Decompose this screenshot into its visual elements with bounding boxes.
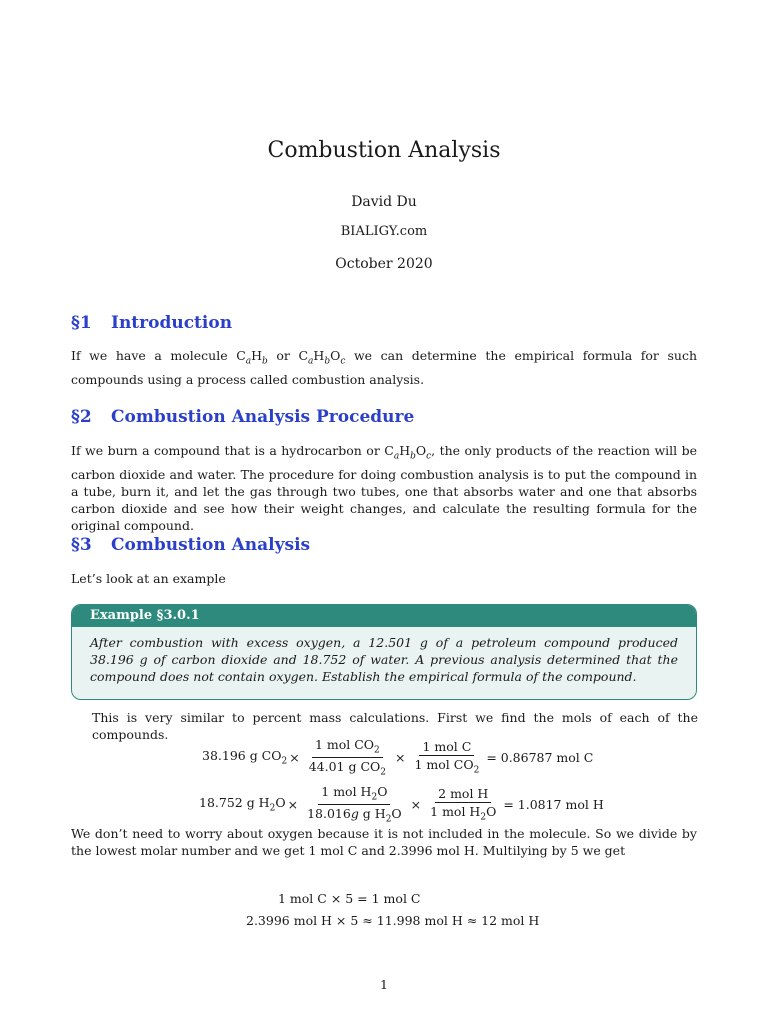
example-label: Example §3.0.1: [72, 605, 696, 627]
section-title: Introduction: [111, 313, 233, 333]
fraction: $\frac{\text{1 mol C}}{1 mol CO_2}$: [414, 738, 480, 776]
final-equation-hydrogen: 2.3996 mol H × 5 ≈ 11.998 mol H ≈ 12 mol H: [246, 913, 540, 928]
equation-co2-moles: 38.196 g $CO_2$ × $\frac{1 mol CO_2}{44.01 g CO_2}$ × $\frac{\text{1 mol C}}{1 mol CO_2}$ = 0.86787 mol C: [202, 737, 594, 777]
section-title: Combustion Analysis: [111, 535, 311, 555]
fraction: $\frac{\text{2 mol H}}{1 mol H_2O}$: [430, 785, 497, 823]
fraction: $\frac{1 mol CO_2}{44.01 g CO_2}$: [308, 737, 386, 777]
section-3-paragraph: Let’s look at an example: [71, 571, 226, 586]
section-heading-procedure: [71, 407, 414, 427]
section-heading-combustion-analysis: [71, 535, 310, 555]
section-heading-introduction: [71, 313, 232, 333]
section-title: Combustion Analysis Procedure: [111, 407, 415, 427]
example-text: After combustion with excess oxygen, a 12.501 g of a petroleum compound produced 38.196 g of carbon dioxide and 18.752 of water. A previous analysis determined that the compound does not contain oxygen. Establish the empirical formula of the compound.: [90, 635, 678, 684]
author-name: David Du: [351, 194, 417, 210]
section-number: §1: [71, 313, 92, 333]
section-1-paragraph: If we have a molecule $C_aH_b$ or $C_aH_bO_c$ we can determine the empirical formula for such compounds using a process called combustion analysis.: [71, 348, 697, 387]
section-2-paragraph: If we burn a compound that is a hydrocarbon or $C_aH_bO_c$, the only products of the reaction will be carbon dioxide and water. The procedure for doing combustion analysis is to put the compound in a tube, burn it, and let the gas through two tubes, one that absorbs water and one that absorbs carbon dioxide and see how their weight changes, and calculate the resulting formula for the original compound.: [71, 443, 697, 533]
final-equation-carbon: 1 mol C × 5 = 1 mol C: [278, 891, 421, 906]
document-title: Combustion Analysis: [267, 138, 501, 163]
example-box: [71, 604, 697, 700]
page-number: 1: [380, 977, 388, 992]
section-number: §2: [71, 407, 92, 427]
section-number: §3: [71, 535, 92, 555]
after-example-paragraph: This is very similar to percent mass calculations. First we find the mols of each of the compounds.: [92, 710, 698, 742]
paragraph-after-equations: We don’t need to worry about oxygen because it is not included in the molecule. So we divide by the lowest molar number and we get 1 mol C and 2.3996 mol H. Multilying by 5 we get: [71, 826, 697, 858]
fraction: $\frac{1 mol H_2O}{18.016g g H_2O}$: [307, 784, 402, 824]
equation-h2o-moles: 18.752 g $H_2O$ × $\frac{1 mol H_2O}{18.016g g H_2O}$ × $\frac{\text{2 mol H}}{1 mol H_2O}$ = 1.0817 mol H: [199, 784, 604, 824]
author-site: BIALIGY.com: [340, 224, 428, 239]
document-date: October 2020: [335, 256, 433, 272]
